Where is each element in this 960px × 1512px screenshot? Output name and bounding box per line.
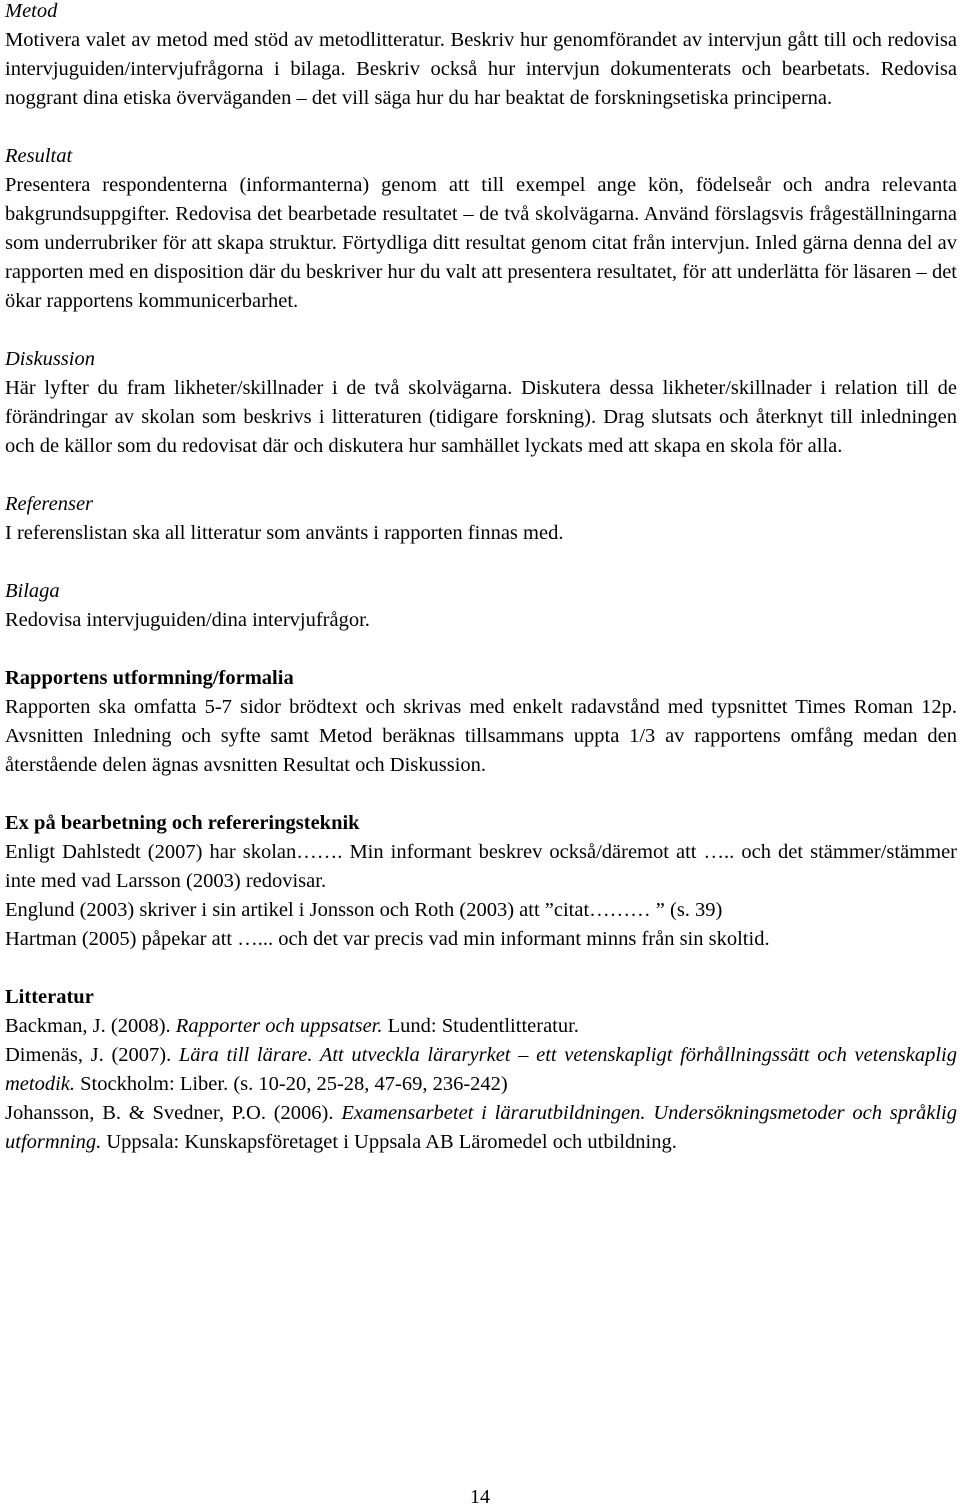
- section-metod: [5, 0, 957, 113]
- section-referenser: [5, 490, 957, 548]
- section-paragraph: Motivera valet av metod med stöd av metodlitteratur. Beskriv hur genomförandet av intervjun gått till och redovisa intervjuguiden/intervjufrågorna i bilaga. Beskriv också hur intervjun dokumenterats och bearbetats. Redovisa noggrant dina etiska överväganden – det vill säga hur du har beaktat de forskningsetiska principerna.: [5, 29, 957, 109]
- section-heading: Ex på bearbetning och refereringsteknik: [5, 812, 360, 834]
- example-line: Englund (2003) skriver i sin artikel i Jonsson och Roth (2003) att ”citat……… ” (s. 39): [5, 899, 723, 921]
- reference-entry: [5, 1099, 957, 1157]
- section-heading: Diskussion: [5, 348, 95, 370]
- section-heading: Metod: [5, 0, 58, 22]
- reference-entry: [5, 1012, 957, 1041]
- section-heading: Referenser: [5, 493, 94, 515]
- reference-author: Backman, J. (2008).: [5, 1015, 176, 1037]
- section-paragraph: Redovisa intervjuguiden/dina intervjufrågor.: [5, 609, 370, 631]
- section-utformning: [5, 664, 957, 780]
- section-paragraph: Här lyfter du fram likheter/skillnader i de två skolvägarna. Diskutera dessa likheter/skillnader i relation till de förändringar av skolan som beskrivs i litteraturen (tidigare forskning). Drag slutsats och återknyt till inledningen och de källor som du redovisat där och diskutera hur samhället lyckats med att skapa en skola för alla.: [5, 377, 957, 457]
- reference-title: Examensarbetet i lärarutbildningen. Undersökningsmetoder och språklig utformning.: [5, 1102, 958, 1153]
- reference-publisher: Uppsala: Kunskapsföretaget i Uppsala AB Läromedel och utbildning.: [101, 1131, 677, 1153]
- section-heading: Bilaga: [5, 580, 60, 602]
- reference-entry: [5, 1041, 957, 1099]
- reference-author: Johansson, B. & Svedner, P.O. (2006).: [5, 1102, 342, 1124]
- page-number: 14: [470, 1486, 490, 1508]
- reference-title: Rapporter och uppsatser.: [175, 1015, 383, 1037]
- reference-title: Lära till lärare. Att utveckla läraryrket – ett vetenskapligt förhållningssätt och vetenskaplig metodik.: [5, 1044, 957, 1095]
- section-litteratur: [5, 983, 957, 1157]
- section-heading: Resultat: [5, 145, 73, 167]
- section-resultat: [5, 142, 957, 316]
- reference-publisher: Stockholm: Liber. (s. 10-20, 25-28, 47-69, 236-242): [75, 1073, 508, 1095]
- document-page: [5, 0, 957, 1157]
- section-teknik: [5, 809, 957, 954]
- section-heading: Litteratur: [5, 986, 94, 1008]
- reference-author: Dimenäs, J. (2007).: [5, 1044, 179, 1066]
- section-paragraph: Presentera respondenterna (informanterna) genom att till exempel ange kön, födelseår och andra relevanta bakgrundsuppgifter. Redovisa det bearbetade resultatet – de två skolvägarna. Använd förslagsvis frågeställningarna som underrubriker för att skapa struktur. Förtydliga ditt resultat genom citat från intervjun. Inled gärna denna del av rapporten med en disposition där du beskriver hur du valt att presentera resultatet, för att underlätta för läsaren – det ökar rapportens kommunicerbarhet.: [5, 174, 957, 312]
- section-paragraph: Rapporten ska omfatta 5-7 sidor brödtext och skrivas med enkelt radavstånd med typsnittet Times Roman 12p. Avsnitten Inledning och syfte samt Metod beräknas tillsammans uppta 1/3 av rapportens omfång medan den återstående delen ägnas avsnitten Resultat och Diskussion.: [5, 696, 957, 776]
- example-line: Enligt Dahlstedt (2007) har skolan……. Min informant beskrev också/däremot att ….. och det stämmer/stämmer inte med vad Larsson (2003) redovisar.: [5, 841, 957, 892]
- section-diskussion: [5, 345, 957, 461]
- example-line: Hartman (2005) påpekar att …... och det var precis vad min informant minns från sin skoltid.: [5, 928, 770, 950]
- section-paragraph: I referenslistan ska all litteratur som använts i rapporten finnas med.: [5, 522, 564, 544]
- reference-publisher: Lund: Studentlitteratur.: [382, 1015, 579, 1037]
- section-bilaga: [5, 577, 957, 635]
- section-heading: Rapportens utformning/formalia: [5, 667, 294, 689]
